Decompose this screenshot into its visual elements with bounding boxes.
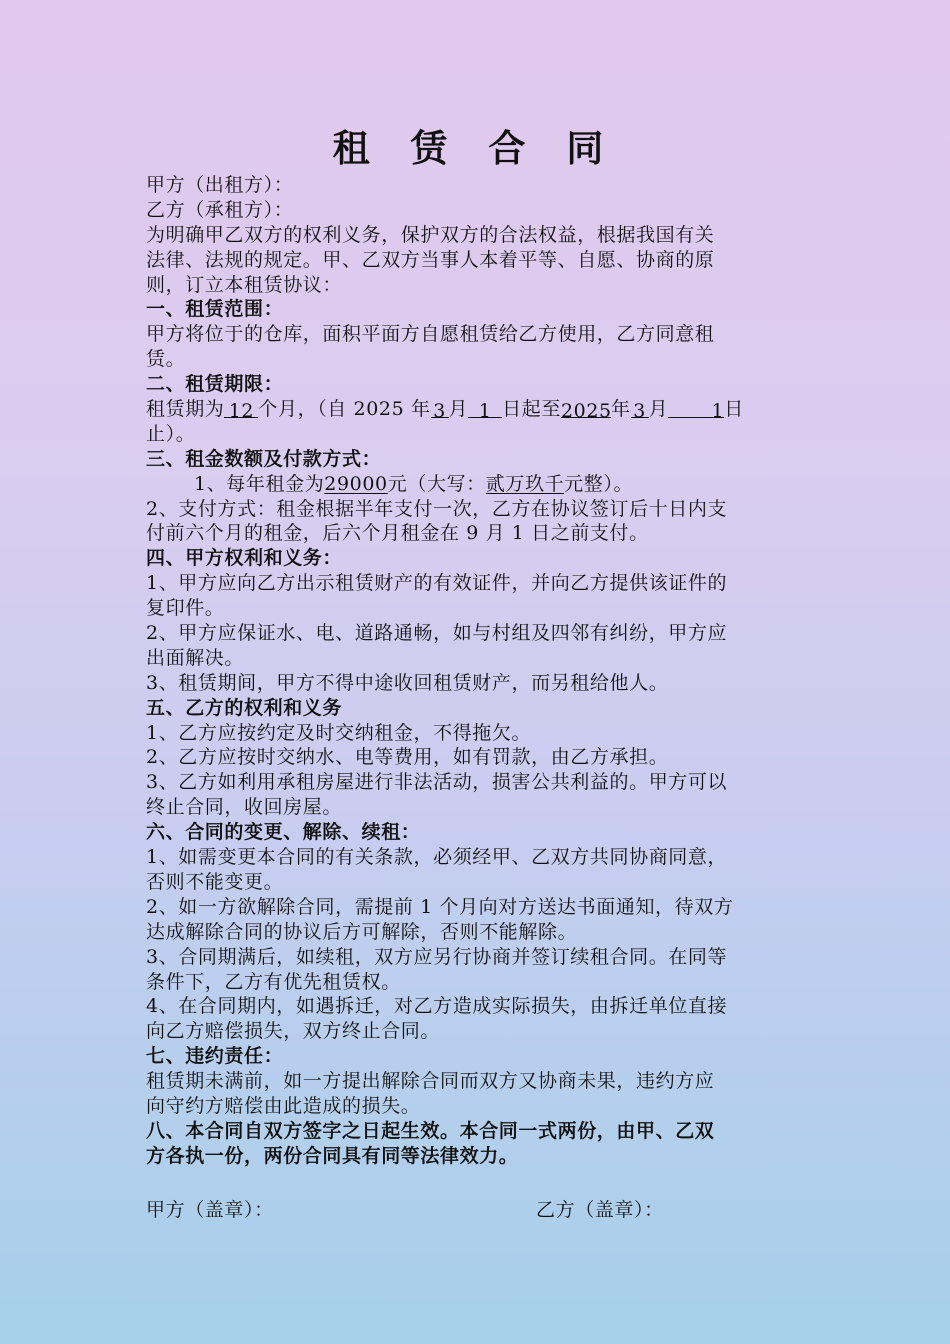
rent-text: 元整）。 bbox=[564, 472, 634, 495]
term-text: 月 bbox=[448, 398, 469, 421]
scope-line: 赁。 bbox=[146, 348, 186, 371]
breach-line: 租赁期未满前，如一方提出解除合同而双方又协商未果，违约方应 bbox=[146, 1070, 715, 1093]
lessor-line: 出面解决。 bbox=[146, 646, 245, 669]
term-text: 年 bbox=[610, 398, 631, 421]
end-day-field: 1 bbox=[668, 399, 724, 418]
intro-line: 为明确甲乙双方的权利义务，保护双方的合法权益，根据我国有关 bbox=[146, 223, 715, 246]
effective-clause: 方各执一份，两份合同具有同等法律效力。 bbox=[146, 1144, 519, 1167]
intro-line: 则，订立本租赁协议： bbox=[146, 273, 343, 296]
intro-line: 法律、法规的规定。甲、乙双方当事人本着平等、自愿、协商的原 bbox=[146, 248, 715, 271]
party-b-line: 乙方（承租方）： bbox=[146, 198, 294, 221]
section-heading-lessor: 四、甲方权利和义务： bbox=[146, 547, 343, 570]
change-line: 3、合同期满后，如续租，双方应另行协商并签订续租合同。在同等 bbox=[146, 945, 728, 968]
term-line bbox=[146, 397, 810, 422]
term-text: 个月，（自 2025 年 bbox=[258, 398, 431, 421]
lessor-line: 3、租赁期间，甲方不得中途收回租赁财产，而另租给他人。 bbox=[146, 671, 669, 694]
rent-text: 1、每年租金为 bbox=[194, 472, 325, 495]
lessor-line: 2、甲方应保证水、电、道路通畅，如与村组及四邻有纠纷，甲方应 bbox=[146, 622, 728, 645]
party-a-seal: 甲方（盖章）： bbox=[146, 1199, 274, 1221]
term-text: 日 bbox=[724, 398, 744, 421]
lessee-line: 2、乙方应按时交纳水、电等费用，如有罚款，由乙方承担。 bbox=[146, 746, 669, 769]
start-month-field: 3 bbox=[431, 399, 449, 418]
change-line: 1、如需变更本合同的有关条款，必须经甲、乙双方共同协商同意， bbox=[146, 846, 728, 869]
term-text: 月 bbox=[648, 398, 669, 421]
change-line: 2、如一方欲解除合同，需提前 1 个月向对方送达书面通知，待双方 bbox=[146, 895, 734, 918]
start-day-field: 1 bbox=[468, 399, 502, 418]
change-line: 向乙方赔偿损失，双方终止合同。 bbox=[146, 1020, 441, 1043]
end-month-field: 3 bbox=[631, 399, 649, 418]
term-text: 租赁期为 bbox=[146, 398, 225, 421]
lessor-line: 复印件。 bbox=[146, 597, 225, 620]
section-heading-rent: 三、租金数额及付款方式： bbox=[146, 447, 382, 470]
lessee-line: 1、乙方应按约定及时交纳租金，不得拖欠。 bbox=[146, 721, 532, 744]
term-line: 止）。 bbox=[146, 422, 196, 445]
section-heading-lessee: 五、乙方的权利和义务 bbox=[146, 696, 343, 719]
rent-amount-words: 贰万玖千 bbox=[485, 472, 565, 495]
payment-line: 付前六个月的租金，后六个月租金在 9 月 1 日之前支付。 bbox=[146, 522, 649, 545]
change-line: 条件下，乙方有优先租赁权。 bbox=[146, 970, 401, 993]
rent-amount: 29000 bbox=[324, 472, 388, 495]
payment-line: 2、支付方式：租金根据半年支付一次，乙方在协议签订后十日内支 bbox=[146, 497, 728, 520]
change-line: 4、在合同期内，如遇拆迁，对乙方造成实际损失，由拆迁单位直接 bbox=[146, 995, 728, 1018]
section-heading-change: 六、合同的变更、解除、续租： bbox=[146, 821, 421, 844]
rent-text: 元（大写： bbox=[387, 472, 486, 495]
section-heading-breach: 七、违约责任： bbox=[146, 1045, 284, 1068]
section-heading-scope: 一、租赁范围： bbox=[146, 298, 284, 321]
change-line: 达成解除合同的协议后方可解除，否则不能解除。 bbox=[146, 920, 578, 943]
change-line: 否则不能变更。 bbox=[146, 870, 284, 893]
party-a-line: 甲方（出租方）： bbox=[146, 174, 294, 196]
contract-body bbox=[146, 173, 810, 1169]
lessee-line: 3、乙方如利用承租房屋进行非法活动，损害公共利益的。甲方可以 bbox=[146, 771, 728, 794]
lessor-line: 1、甲方应向乙方出示租赁财产的有效证件，并向乙方提供该证件的 bbox=[146, 572, 728, 595]
scope-line: 甲方将位于的仓库，面积平面方自愿租赁给乙方使用，乙方同意租 bbox=[146, 323, 715, 346]
breach-line: 向守约方赔偿由此造成的损失。 bbox=[146, 1094, 421, 1117]
section-heading-term: 二、租赁期限： bbox=[146, 373, 284, 396]
lessee-line: 终止合同，收回房屋。 bbox=[146, 796, 343, 819]
document-title: 租 赁 合 同 bbox=[332, 126, 618, 170]
term-text: 日起至 bbox=[502, 398, 561, 421]
term-months-field: 12 bbox=[224, 399, 258, 418]
party-b-seal: 乙方（盖章）： bbox=[536, 1199, 664, 1221]
effective-clause: 八、本合同自双方签字之日起生效。本合同一式两份，由甲、乙双 bbox=[146, 1119, 715, 1142]
end-year-field: 2025 bbox=[560, 400, 612, 423]
rent-line bbox=[146, 472, 810, 497]
